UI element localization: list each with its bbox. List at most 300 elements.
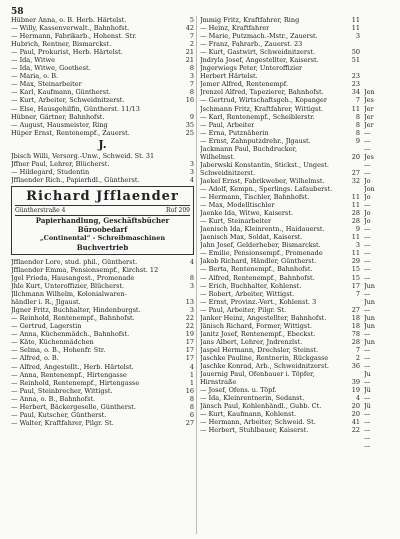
ad-address-row [15,205,190,216]
entry-number: 8 [189,273,194,282]
entry-name: Jaspel Hermann, Drechsler, Steinst. [200,345,319,354]
directory-entry [11,258,194,266]
entry-name: — Willy, Kassenverwalt., Bahnhofst. [11,24,130,33]
edge-entry: — [364,410,371,419]
edge-entry: — [364,233,371,242]
directory-entry [11,168,194,176]
entry-name: Wilhelmst. [200,152,236,161]
entry-number: 18 [351,313,360,322]
entry-name: — Reinhold, Rentenempf., Hirtengasse [11,378,140,387]
entry-name: Jbisch Willi, Versorg.-Unw., Schweid. St. 31 [11,151,155,160]
directory-entry [200,40,360,48]
edge-entry: — [364,305,371,314]
entry-name: Jänsch Paul, Kohlenhändl., Gubb. Ct. [200,402,322,411]
edge-entry: — [364,201,371,210]
edge-entry: — [364,136,371,145]
directory-entry [200,233,360,241]
entry-name: Jaekel Ernst, Fabrikweber, Wilhelmst. [200,176,325,185]
entry-number: 20 [351,410,360,419]
entry-number [358,185,360,193]
column-divider [196,16,197,534]
directory-entry [11,395,194,403]
edge-entry [364,40,400,48]
entry-name: Jaenke Ida, Witwe, Kaiserst. [200,209,294,218]
entry-name: — Alfred, Rentenempf., Bahnhofst. [200,273,315,282]
entry-number: 7 [355,96,360,105]
entry-name: Jemer Alfred, Rentenempf. [200,80,289,89]
entry-number: 22 [185,314,194,323]
entry-name: — Ida, Kleinrentnerin, Sedanst. [200,394,305,403]
entry-number: 21 [185,48,194,57]
entry-name: — Erich, Buchhalter, Kohlenst. [200,281,302,290]
right-column [200,16,360,434]
entry-number: 11 [351,249,360,258]
directory-entry [11,152,194,160]
entry-name: Jaenisch Ida, Kleinrentn., Haidauerst. [200,225,325,234]
entry-number: 8 [355,120,360,129]
directory-entry [200,314,360,322]
entry-name: — Käte, Küchenmädchen [11,338,94,347]
entry-name: — Paul, Arbeiter, Pilgr. St. [200,305,287,314]
ad-line: Büroobedarf [77,224,128,234]
entry-number: 8 [355,112,360,121]
entry-number: 28 [351,217,360,226]
directory-entry [11,330,194,338]
entry-number: 15 [351,273,360,282]
edge-entry [364,72,400,80]
entry-number: 7 [355,345,360,354]
entry-name: Hübner Anna, o. B. Herb. Härtelst. [11,16,127,24]
directory-entry [200,265,360,273]
directory-entry [200,145,360,153]
directory-entry [200,209,360,217]
directory-entry [200,121,360,129]
entry-number: 51 [351,56,360,65]
entry-number [358,64,360,72]
edge-entry: — [364,329,371,338]
entry-name: — Emilie, Pensionsempf., Promenade [200,249,323,258]
entry-name: — Ernst, Zahnputzdrehr., Jlgaust. [200,136,311,145]
edge-entry: — [364,144,371,153]
directory-entry [200,96,360,104]
directory-entry [11,113,194,121]
directory-entry [200,129,360,137]
entry-name: — Hermann, Tischler, Bahnhofst. [200,193,310,202]
directory-entry [200,298,360,306]
entry-name: Jffner Paul, Lehrer, Blücherst. [11,159,110,168]
directory-entry [200,338,360,346]
entry-name: — Paul, Steinbrecher, Wittigst. [11,386,113,395]
ad-title: Richard Jfflaender [26,188,179,204]
directory-entry [200,402,360,410]
edge-entry: — [364,418,371,427]
directory-entry [11,266,194,274]
entry-number: 11 [351,16,360,24]
directory-entry [11,346,194,354]
edge-entry: Jer [364,104,374,113]
directory-entry [200,386,360,394]
edge-entry: Jen [364,88,375,97]
entry-name: Hubrich, Rentner, Bismarckst. [11,40,112,49]
directory-entry [11,290,194,298]
edge-entry: — [364,160,371,169]
entry-number: 11 [351,24,360,33]
entry-name: Jhle Kurt, Unteroffizier, Blücherst. [11,282,125,291]
directory-entry [200,257,360,265]
entry-name: — Marie, Putzmach.-Mstr., Zauerst. [200,32,318,41]
edge-entry: — [364,273,371,282]
entry-name: Jfflaender Lore, stud. phil., Güntherst. [11,257,138,266]
ad-line: „Continental“ - Schreibmaschinen [39,233,166,242]
entry-number: 32 [351,176,360,185]
entry-number: 3 [355,32,360,41]
edge-entry: Jü [364,386,371,395]
entry-number [192,266,194,274]
directory-entry [200,64,360,72]
entry-name: Jllchmann Wilhelm, Kolonialwaren- [11,290,127,299]
directory-entry [200,48,360,56]
edge-entry: — [364,394,371,403]
entry-number: 2 [189,40,194,49]
directory-entry [200,354,360,362]
edge-entry: Jun [364,337,375,346]
edge-entry: Jun [364,297,375,306]
entry-name: — Karl, Rentenempf., Scheiblerstr. [200,112,315,121]
directory-entry [11,354,194,362]
entry-number: 5 [189,16,194,24]
entry-number: 3 [189,159,194,168]
directory-entry [11,32,194,40]
edge-entry: — [364,345,371,354]
entry-number: 17 [185,338,194,347]
directory-entry [200,88,360,96]
edge-entry: Jo [364,193,371,202]
edge-entry: — [364,289,371,298]
edge-entry: Jer [364,112,374,121]
directory-entry [200,249,360,257]
entry-number: 4 [189,175,194,184]
entry-name: — Adolf, Kempn., Sperlings. Lafauberst. [200,184,333,193]
entry-name: — Maria, o. B. [11,72,59,81]
directory-entry [11,411,194,419]
entry-name: Schweidnitzerst. [200,168,256,177]
entry-number: 15 [351,265,360,274]
entry-name: — Hildegard, Studentin [11,167,90,176]
directory-entry [200,177,360,185]
entry-number: 8 [355,128,360,137]
entry-name: Jans Albert, Lehrer, Jndrenzlst. [200,337,303,346]
directory-entry [200,282,360,290]
entry-number: 29 [351,257,360,266]
directory-entry [200,362,360,370]
directory-entry [200,80,360,88]
directory-entry [11,16,194,24]
directory-entry [200,24,360,32]
directory-entry [200,290,360,298]
entry-name: — Anna, Rentenempf., Hirtengasse [11,370,127,379]
directory-entry [200,426,360,434]
directory-entry [200,241,360,249]
directory-entry [200,169,360,177]
entry-number: 28 [351,209,360,218]
directory-entry [200,193,360,201]
entry-name: — Kurt, Steinarbeiter [200,217,272,226]
entry-number: 3 [189,306,194,315]
edge-entry [364,32,400,40]
entry-number: 50 [351,48,360,57]
edge-entry: Jer [364,120,374,129]
directory-entry [11,363,194,371]
entry-name: Jauernig Paul, Ofenbauer i. Töpfer, [200,370,315,379]
directory-entry [200,153,360,161]
entry-name: Jakob Richard, Händler, Güntherst. [200,257,317,266]
directory-entry [200,394,360,402]
entry-number: 27 [351,168,360,177]
page-number: 58 [11,7,24,17]
entry-name: Jmmig Fritz, Kraftfahrer, Ring [200,16,300,24]
entry-name: Hübner, Gärtner, Bahnhofst. [11,112,105,121]
edge-entry: — [364,353,371,362]
entry-name: — Franz, Fahrarb., Zauerst. 23 [200,40,303,49]
directory-entry [11,298,194,306]
entry-number: 11 [351,104,360,113]
entry-number: 3 [355,241,360,250]
entry-number: 41 [351,418,360,427]
directory-entry [200,16,360,24]
entry-name: Jaenisch Max, Soldat, Kaiserst. [200,233,303,242]
entry-number [192,152,194,160]
directory-entry [200,322,360,330]
edge-entry: — [364,128,371,137]
entry-name: händler i. R., Jlgaust. [11,298,81,307]
entry-name: Jaschke Pauline, Rentnerin, Rückgasse [200,353,329,362]
entry-number: 17 [185,354,194,363]
entry-name: Jänisch Richard, Former, Wittigst. [200,321,312,330]
edge-column [364,16,400,451]
entry-name: Jahn Josef, Gelderheber, Bismarckst. [200,241,321,250]
entry-number [192,290,194,298]
entry-name: Jaberwski Konstantin, Stickst., Ungest. [200,160,329,169]
entry-number: 20 [351,402,360,411]
entry-number: 36 [351,362,360,371]
ad-line: Buchvertrieb [76,242,129,252]
edge-entry: — [364,434,371,443]
entry-number: 11 [351,201,360,210]
entry-name: — Ida, Witwe [11,56,55,65]
entry-name: — Anna, Küchenmädch., Bahnhofst. [11,330,130,339]
entry-number: 11 [351,233,360,242]
edge-entry [364,56,400,64]
edge-entry: — [364,265,371,274]
entry-name: — Reinhold, Rentenempf., Bahnhofst. [11,314,135,323]
entry-number: 8 [189,394,194,403]
entry-name: Jrenzel Alfred, Tapezierer, Bahnhofst. [200,88,324,97]
entry-number [358,161,360,169]
entry-number: 9 [355,225,360,234]
directory-entry [11,24,194,32]
entry-number: 13 [185,298,194,307]
directory-entry [200,185,360,193]
entry-name: Jngerwiegs Peter, Unteroffizier [200,64,303,73]
entry-name: — Anna, o. B., Bahnhofst. [11,394,96,403]
entry-number: 4 [189,257,194,266]
entry-number: 19 [351,386,360,395]
edge-entry [364,48,400,56]
entry-name: Jschmann Fritz, Kraftfahrer, Wittigst. [200,104,324,113]
entry-name: — Alfred, o. B. [11,354,59,363]
directory-entry [200,105,360,113]
directory-entry [200,225,360,233]
entry-name: — Kurt, Kaufmann, Kohlenst. [200,410,297,419]
directory-entry [11,322,194,330]
entry-number: 17 [351,281,360,290]
directory-entry [11,105,194,113]
entry-name: Hüper Ernst, Rentenempf., Zauerst. [11,128,130,137]
entry-number: 16 [185,386,194,395]
edge-entry: Jo [364,176,371,185]
directory-entry [11,129,194,137]
edge-entry: — [364,426,371,435]
ad-address: Güntherstraße 4 [15,206,66,214]
entry-name: Jgel Frieda, Hausangest., Promenade [11,273,135,282]
entry-name: — Karl, Kaufmann, Güntherst. [11,88,111,97]
directory-entry [200,274,360,282]
edge-entry: Jes [364,96,374,105]
entry-number: 25 [185,128,194,137]
entry-name: — Herbert, Bäckergeselle, Güntherst. [11,402,136,411]
entry-name: Jackmann Paul, Buchdrucker, [200,144,298,153]
entry-name: Jndryla Josef, Angestellter, Kaiserst. [200,56,319,65]
ad-phone: Ruf 209 [166,206,190,214]
edge-entry: Jo [364,217,371,226]
ad-line: Papierhandlung, Geschäftsbücher [35,215,170,225]
entry-name: — Hermann, Fabrikarb., Hohenst. Str. [11,32,137,41]
entry-number: 7 [189,32,194,41]
entry-number: 4 [355,394,360,403]
entry-name: — Max, Modelltischler [200,201,275,210]
directory-entry [200,378,360,386]
directory-entry [11,379,194,387]
section-letter: J. [98,137,107,151]
entry-number: 20 [351,152,360,161]
edge-entry: — [364,257,371,266]
entry-number: 7 [355,289,360,298]
edge-entry: Jon [364,184,375,193]
entries-bottom [11,258,194,427]
entry-number: 1 [189,378,194,387]
entry-number [358,145,360,153]
edge-entry: — [364,241,371,250]
edge-entry: Jü [364,402,371,411]
entry-number: 4 [189,362,194,371]
advertisement [11,186,194,255]
entry-number: 8 [189,402,194,411]
directory-entry [11,121,194,129]
entry-name: — Selma, o. B., Hohenfr. Str. [11,346,106,355]
entry-name: — Gertrud, Lagerstin [11,322,82,331]
edge-entry [364,64,400,72]
entry-name: — Max, Steinarbeiter [11,80,82,89]
edge-entry: — [364,442,371,451]
edge-entry: — [364,249,371,258]
directory-entry [11,314,194,322]
entry-number: 8 [189,64,194,73]
entry-name: — Paul, Kutscher, Güntherst. [11,410,107,419]
entry-number: 22 [351,426,360,435]
entry-name: — Alfred, Angestellt., Herb. Härtelst. [11,362,134,371]
directory-entry [11,80,194,88]
entry-name: — Berta, Rentenempf., Bahnhofst. [200,265,313,274]
entries-top [11,16,194,137]
entry-name: Janker Heinz, Angestellter, Bahnhofst. [200,313,327,322]
entry-number [358,298,360,306]
entry-name: Jaschke Konrad, Arb., Schweidnitzerst. [200,362,329,371]
entry-number: 27 [185,418,194,427]
directory-entry [11,56,194,64]
entry-number: 7 [189,80,194,89]
entry-number [358,40,360,48]
edge-entry: Jun [364,321,375,330]
entry-number: 19 [185,330,194,339]
entry-number: 35 [185,120,194,129]
directory-entry [200,113,360,121]
edge-entry: — [364,362,371,371]
entry-number: 9 [355,136,360,145]
directory-entry [200,418,360,426]
directory-entry [11,64,194,72]
directory-entry [11,96,194,104]
entry-number: 3 [189,72,194,81]
directory-entry [11,40,194,48]
directory-entry [11,88,194,96]
entry-number: 23 [351,72,360,81]
entry-name: — Gertrud, Wirtschaftsgeh., Kopanger [200,96,327,105]
directory-entry [200,56,360,64]
directory-entry [11,403,194,411]
entry-number: 27 [351,305,360,314]
entry-name: — Walter, Kraftfahrer, Pilgr. St. [11,418,114,427]
entry-number: 8 [189,88,194,97]
directory-entry [200,330,360,338]
entry-name: Janitz Josef, Rentenempf., Ebeckst. [200,329,316,338]
entry-number [358,370,360,378]
entry-number: 18 [351,321,360,330]
directory-entry [11,160,194,168]
directory-entry [200,72,360,80]
edge-entry: Jo [364,209,371,218]
edge-entry: — [364,225,371,234]
edge-entry: — [364,168,371,177]
entry-name: Jfflaender Rich., Papierhdl., Güntherst. [11,175,140,184]
directory-entry [11,371,194,379]
directory-entry [200,410,360,418]
edge-entry: — [364,378,371,387]
directory-entry [200,346,360,354]
entry-number [192,105,194,113]
entry-number: 21 [185,56,194,65]
entry-number: 39 [351,378,360,387]
entry-number: 17 [185,346,194,355]
entry-name: — Herbert, Stuhlbauer, Kaiserst. [200,426,309,435]
edge-entry: Jun [364,313,375,322]
entry-number: 22 [185,322,194,331]
entry-name: Herbert Härtelst. [200,72,258,81]
edge-entry [364,16,400,24]
directory-entry [11,274,194,282]
entry-name: — Hermann, Arbeiter, Schweid. St. [200,418,316,427]
directory-entry [11,387,194,395]
edge-entry [364,80,400,88]
